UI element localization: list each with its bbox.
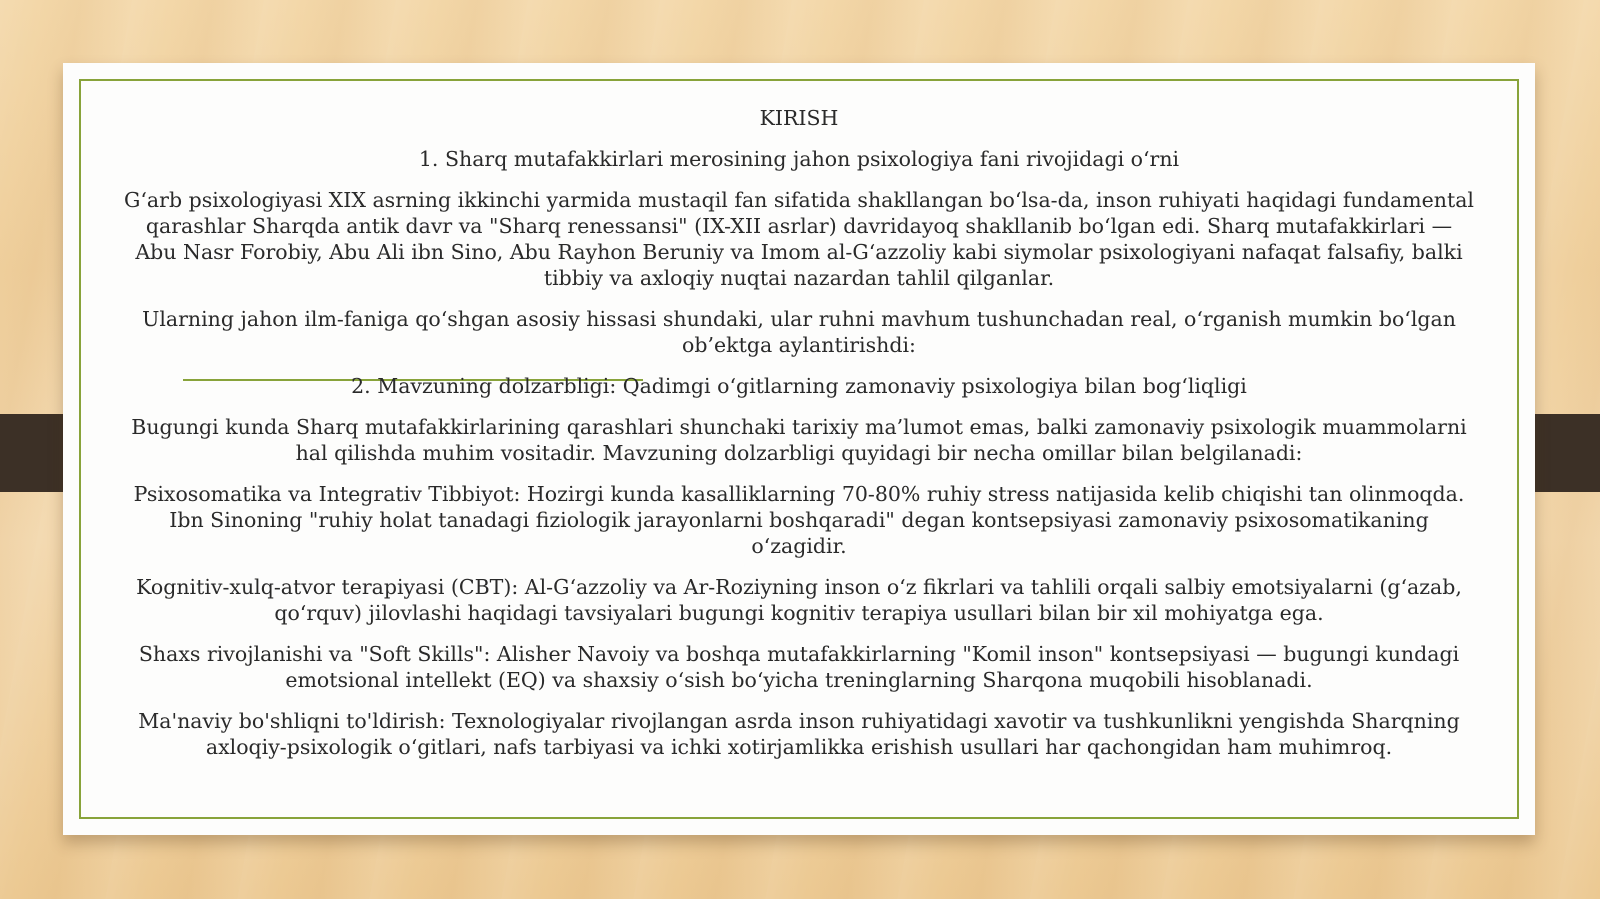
paragraph-intro: G‘arb psixologiyasi XIX asrning ikkinchi yarmida mustaqil fan sifatida shakllangan bo‘lsa-da, inson ruhiyati haqidagi fundamental qarashlar Sharqda antik davr va "Sharq renessansi" (IX-XII asrlar) davridayoq shakllanib bo‘lgan edi. Sharq mutafakkirlari — Abu Nasr Forobiy, Abu Ali ibn Sino, Abu Rayhon Beruniy va Imom al-G‘azzoliy kabi siymolar psixologiyani nafaqat falsafiy, balki tibbiy va axloqiy nuqtai nazardan tahlil qilganlar. <box>124 188 1474 290</box>
paragraph-spiritual: Ma'naviy bo'shliqni to'ldirish: Texnologiyalar rivojlangan asrda inson ruhiyatidagi xavotir va tushkunlikni yengishda Sharqning axloqiy-psixologik o‘gitlari, nafs tarbiyasi va ichki xotirjamlikka erishish usullari har qachongidan ham muhimroq. <box>138 709 1460 759</box>
section-1-title: 1. Sharq mutafakkirlari merosining jahon psixologiya fani rivojidagi o‘rni <box>418 147 1180 171</box>
paragraph-cbt: Kognitiv-xulq-atvor terapiyasi (CBT): Al-G‘azzoliy va Ar-Roziyning inson o‘z fikrlari va tahlili orqali salbiy emotsiyalarni (g‘azab, qo‘rquv) jilovlashi haqidagi tavsiyalari bugungi kognitiv terapiya usullari bilan bir xil mohiyatga ega. <box>136 575 1462 625</box>
slide-content <box>123 105 1475 775</box>
slide-heading: KIRISH <box>759 106 839 130</box>
paragraph-psychosomatics: Psixosomatika va Integrativ Tibbiyot: Hozirgi kunda kasalliklarning 70-80% ruhiy stress natijasida kelib chiqishi tan olinmoqda. Ibn Sinoning "ruhiy holat tanadagi fiziologik jarayonlarni boshqaradi" degan kontsepsiyasi zamonaviy psixosomatikaning o‘zagidir. <box>133 482 1465 558</box>
paragraph-soft-skills: Shaxs rivojlanishi va "Soft Skills": Alisher Navoiy va boshqa mutafakkirlarning "Komil inson" kontsepsiyasi — bugungi kundagi emotsional intellekt (EQ) va shaxsiy o‘sish bo‘yicha treninglarning Sharqona muqobili hisoblanadi. <box>138 642 1460 692</box>
paragraph-relevance: Bugungi kunda Sharq mutafakkirlarining qarashlari shunchaki tarixiy ma’lumot emas, balki zamonaviy psixologik muammolarni hal qilishda muhim vositadir. Mavzuning dolzarbligi quyidagi bir necha omillar bilan belgilanadi: <box>131 415 1467 465</box>
slide <box>63 63 1535 835</box>
paragraph-contribution: Ularning jahon ilm-faniga qo‘shgan asosiy hissasi shundaki, ular ruhni mavhum tushunchadan real, o‘rganish mumkin bo‘lgan ob’ektga aylantirishdi: <box>142 307 1456 357</box>
section-2-title: 2. Mavzuning dolzarbligi: Qadimgi o‘gitlarning zamonaviy psixologiya bilan bog‘liqligi <box>351 374 1247 398</box>
